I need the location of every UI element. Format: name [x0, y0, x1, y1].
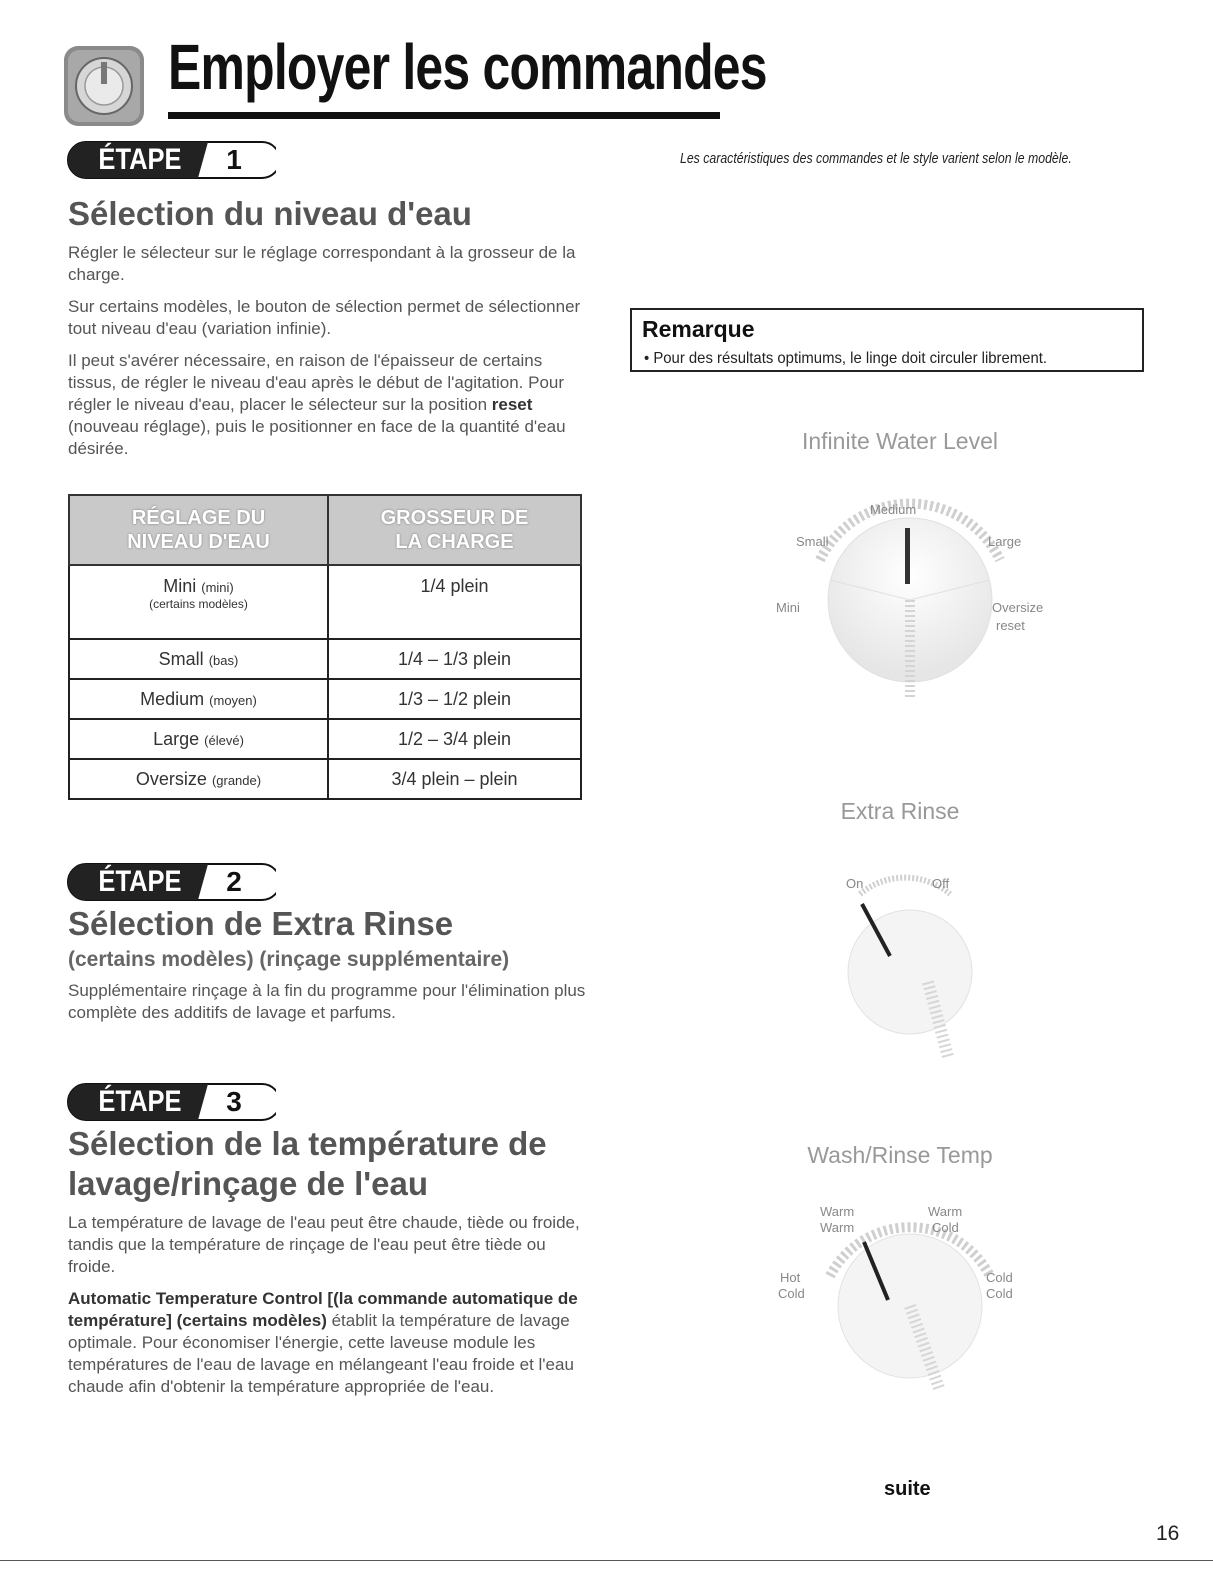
step-2-paragraph: Supplémentaire rinçage à la fin du programme pour l'élimination plus complète des additifs de lavage et parfums. [68, 981, 586, 1022]
page-title: Employer les commandes [168, 31, 767, 103]
wash-rinse-dial: Warm Warm Warm Cold Hot Cold Cold Cold [760, 1196, 1060, 1396]
table-row [69, 639, 581, 679]
table-cell-setting: Large (élevé) [69, 719, 328, 759]
title-rule [168, 112, 720, 119]
table-row [69, 565, 581, 639]
dial-header-icon [62, 44, 146, 128]
note-box [630, 308, 1144, 372]
step-2-section [68, 904, 608, 1024]
table-cell-load: 3/4 plein – plein [328, 759, 581, 799]
table-cell-setting: Small (bas) [69, 639, 328, 679]
model-variation-note: Les caractéristiques des commandes et le style varient selon le modèle. [680, 150, 1072, 167]
step-1-paragraph-2: Sur certains modèles, le bouton de sélection permet de sélectionner tout niveau d'eau (variation infinie). [68, 297, 581, 338]
wash-rinse-dial-graphic [760, 1196, 1060, 1396]
table-cell-load: 1/2 – 3/4 plein [328, 719, 581, 759]
continued-label: suite [884, 1478, 931, 1500]
step-3-paragraph-1: La température de lavage de l'eau peut être chaude, tiède ou froide, tandis que la température de rinçage de l'eau peut être tiède ou froide. [68, 1213, 580, 1276]
step-1-badge [66, 140, 276, 180]
table-cell-setting: Oversize (grande) [69, 759, 328, 799]
step-2-number: 2 [226, 866, 242, 897]
step-3-heading-line-1: Sélection de la température de [68, 1125, 547, 1162]
page-number: 16 [1156, 1522, 1180, 1545]
reset-term: reset [491, 395, 533, 414]
step-1-paragraph-3: Il peut s'avérer nécessaire, en raison de l'épaisseur de certains tissus, de régler le niveau d'eau après le début de l'agitation. Pour régler le niveau d'eau, placer le sélecteur sur la position reset (nouveau réglage), puis le positionner en face de la quantité d'eau désirée. [68, 351, 566, 458]
step-1-paragraph-1: Régler le sélecteur sur le réglage correspondant à la grosseur de la charge. [68, 243, 576, 284]
step-1-section [68, 194, 588, 460]
water-level-table [68, 494, 582, 800]
step-1-heading: Sélection du niveau d'eau [68, 195, 472, 232]
step-2-heading: Sélection de Extra Rinse [68, 905, 454, 942]
table-row [69, 679, 581, 719]
table-cell-load: 1/4 – 1/3 plein [328, 639, 581, 679]
table-row [69, 719, 581, 759]
extra-rinse-dial: On Off [810, 872, 1010, 1062]
table-cell-load: 1/3 – 1/2 plein [328, 679, 581, 719]
step-3-number: 3 [226, 1086, 242, 1117]
wash-rinse-dial-title: Wash/Rinse Temp [807, 1142, 993, 1168]
step-1-number: 1 [226, 144, 242, 175]
auto-temp-control-term: Automatic Temperature Control [(la commande automatique de température] (certains modèles) [68, 1289, 578, 1330]
table-cell-load: 1/4 plein [328, 565, 581, 639]
step-2-subheading: (certains modèles) (rinçage supplémentaire) [68, 948, 510, 971]
bottom-rule [0, 1560, 1213, 1561]
table-header-setting: RÉGLAGE DU NIVEAU D'EAU [69, 495, 328, 565]
step-1-word: ÉTAPE [98, 143, 182, 176]
step-3-paragraph-2: Automatic Temperature Control [(la commande automatique de température] (certains modèles) établit la température de lavage optimale. Pour économiser l'énergie, cette laveuse module les températures de l'eau de lavage en mélangeant l'eau froide et l'eau chaude afin d'obtenir la température appropriée de l'eau. [68, 1289, 578, 1396]
step-3-heading-line-2: lavage/rinçage de l'eau [68, 1165, 429, 1202]
table-row [69, 759, 581, 799]
water-level-dial: Medium Small Large Mini Oversize reset [760, 490, 1060, 710]
step-2-badge [66, 862, 276, 902]
water-level-dial-title: Infinite Water Level [801, 428, 999, 454]
table-cell-setting: Medium (moyen) [69, 679, 328, 719]
step-2-word: ÉTAPE [98, 865, 182, 898]
extra-rinse-dial-graphic [810, 872, 1010, 1062]
extra-rinse-dial-title: Extra Rinse [840, 798, 960, 824]
note-title: Remarque [642, 316, 755, 342]
table-header-load: GROSSEUR DE LA CHARGE [328, 495, 581, 565]
step-3-section [68, 1124, 588, 1398]
table-cell-setting: Mini (mini) (certains modèles) [69, 565, 328, 639]
note-bullet: • Pour des résultats optimums, le linge doit circuler librement. [644, 350, 1048, 367]
step-3-badge [66, 1082, 276, 1122]
step-3-word: ÉTAPE [98, 1085, 182, 1118]
